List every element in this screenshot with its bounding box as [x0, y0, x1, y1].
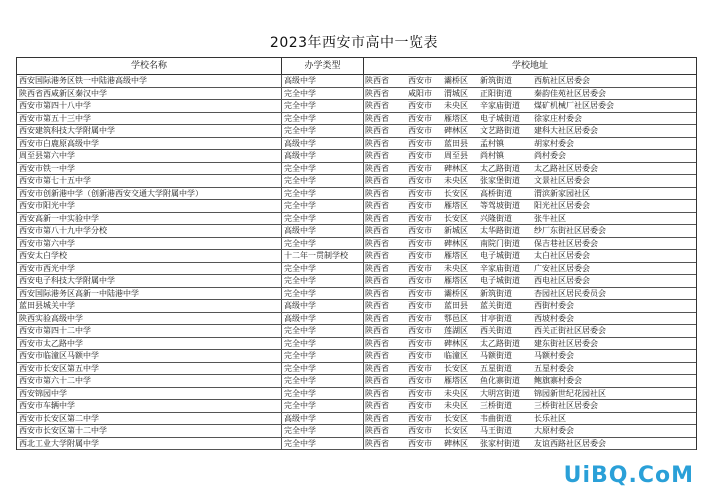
district-cell: 未央区 — [442, 100, 478, 113]
street-cell: 西关街道 — [478, 325, 532, 338]
street-cell: 电子城街道 — [478, 275, 532, 288]
province-cell: 陕西省 — [364, 150, 406, 163]
community-cell: 张牛社区 — [532, 213, 696, 226]
school-name-cell: 西安市第六中学 — [17, 238, 282, 251]
district-cell: 长安区 — [442, 425, 478, 438]
school-type-cell: 完全中学 — [282, 388, 364, 401]
community-cell: 秦韵佳苑社区居委会 — [532, 88, 696, 101]
school-type-cell: 完全中学 — [282, 163, 364, 176]
school-name-cell: 西安市阳光中学 — [17, 200, 282, 213]
district-cell: 灞桥区 — [442, 75, 478, 88]
school-type-cell: 完全中学 — [282, 325, 364, 338]
province-cell: 陕西省 — [364, 438, 406, 451]
district-cell: 雁塔区 — [442, 375, 478, 388]
school-type-cell: 完全中学 — [282, 288, 364, 301]
table-grid — [17, 58, 696, 450]
school-type-cell: 高级中学 — [282, 225, 364, 238]
school-type-cell: 完全中学 — [282, 275, 364, 288]
province-cell: 陕西省 — [364, 338, 406, 351]
school-type-cell: 高级中学 — [282, 75, 364, 88]
district-cell: 碑林区 — [442, 125, 478, 138]
school-type-cell: 完全中学 — [282, 263, 364, 276]
community-cell: 渭滨新家园社区 — [532, 188, 696, 201]
city-cell: 西安市 — [406, 425, 442, 438]
city-cell: 西安市 — [406, 150, 442, 163]
community-cell: 杏园社区居民委员会 — [532, 288, 696, 301]
province-cell: 陕西省 — [364, 425, 406, 438]
school-name-cell: 周至县第六中学 — [17, 150, 282, 163]
district-cell: 碑林区 — [442, 238, 478, 251]
school-name-cell: 西安国际港务区铁一中陆港高级中学 — [17, 75, 282, 88]
city-cell: 西安市 — [406, 163, 442, 176]
street-cell: 甘亭街道 — [478, 313, 532, 326]
province-cell: 陕西省 — [364, 75, 406, 88]
street-cell: 太华路街道 — [478, 225, 532, 238]
street-cell: 鱼化寨街道 — [478, 375, 532, 388]
province-cell: 陕西省 — [364, 100, 406, 113]
community-cell: 煤矿机械厂社区居委会 — [532, 100, 696, 113]
district-cell: 雁塔区 — [442, 250, 478, 263]
street-cell: 张家堡街道 — [478, 175, 532, 188]
street-cell: 太乙路街道 — [478, 163, 532, 176]
school-name-cell: 西安市长安区第二中学 — [17, 413, 282, 426]
province-cell: 陕西省 — [364, 188, 406, 201]
school-name-cell: 西安市车辆中学 — [17, 400, 282, 413]
province-cell: 陕西省 — [364, 388, 406, 401]
street-cell: 蓝关街道 — [478, 300, 532, 313]
school-name-cell: 西安市长安区第十二中学 — [17, 425, 282, 438]
school-type-cell: 完全中学 — [282, 200, 364, 213]
street-cell: 马额街道 — [478, 350, 532, 363]
community-cell: 徐家庄村委会 — [532, 113, 696, 126]
province-cell: 陕西省 — [364, 200, 406, 213]
school-type-cell: 高级中学 — [282, 138, 364, 151]
street-cell: 太乙路街道 — [478, 338, 532, 351]
street-cell: 等驾坡街道 — [478, 200, 532, 213]
city-cell: 西安市 — [406, 300, 442, 313]
school-name-cell: 西安锦园中学 — [17, 388, 282, 401]
city-cell: 西安市 — [406, 238, 442, 251]
district-cell: 鄠邑区 — [442, 313, 478, 326]
school-name-cell: 西安市第四十二中学 — [17, 325, 282, 338]
school-name-cell: 西安市第八十九中学分校 — [17, 225, 282, 238]
community-cell: 鲍旗寨村委会 — [532, 375, 696, 388]
city-cell: 西安市 — [406, 313, 442, 326]
province-cell: 陕西省 — [364, 375, 406, 388]
school-type-cell: 完全中学 — [282, 375, 364, 388]
school-name-cell: 西安太白学校 — [17, 250, 282, 263]
school-name-cell: 西安市太乙路中学 — [17, 338, 282, 351]
city-cell: 西安市 — [406, 363, 442, 376]
school-type-cell: 完全中学 — [282, 213, 364, 226]
community-cell: 大原村委会 — [532, 425, 696, 438]
district-cell: 碑林区 — [442, 438, 478, 451]
district-cell: 长安区 — [442, 213, 478, 226]
city-cell: 西安市 — [406, 263, 442, 276]
school-type-cell: 高级中学 — [282, 150, 364, 163]
schools-table — [16, 57, 697, 450]
province-cell: 陕西省 — [364, 238, 406, 251]
district-cell: 蓝田县 — [442, 138, 478, 151]
school-type-cell: 完全中学 — [282, 338, 364, 351]
community-cell: 西街村委会 — [532, 300, 696, 313]
community-cell: 广安社区居委会 — [532, 263, 696, 276]
city-cell: 西安市 — [406, 275, 442, 288]
school-name-cell: 西安市铁一中学 — [17, 163, 282, 176]
district-cell: 长安区 — [442, 363, 478, 376]
street-cell: 三桥街道 — [478, 400, 532, 413]
street-cell: 大明宫街道 — [478, 388, 532, 401]
street-cell: 电子城街道 — [478, 250, 532, 263]
school-name-cell: 西安高新一中实验中学 — [17, 213, 282, 226]
district-cell: 蓝田县 — [442, 300, 478, 313]
community-cell: 保吉巷社区居委会 — [532, 238, 696, 251]
community-cell: 尚村委会 — [532, 150, 696, 163]
province-cell: 陕西省 — [364, 213, 406, 226]
school-name-cell: 西安市临潼区马额中学 — [17, 350, 282, 363]
district-cell: 周至县 — [442, 150, 478, 163]
city-cell: 西安市 — [406, 225, 442, 238]
community-cell: 太白社区居委会 — [532, 250, 696, 263]
city-cell: 西安市 — [406, 138, 442, 151]
community-cell: 五星村委会 — [532, 363, 696, 376]
column-header-name: 学校名称 — [17, 58, 282, 75]
district-cell: 未央区 — [442, 263, 478, 276]
school-name-cell: 西安市西光中学 — [17, 263, 282, 276]
community-cell: 锦园新世纪花园社区 — [532, 388, 696, 401]
district-cell: 渭城区 — [442, 88, 478, 101]
school-type-cell: 完全中学 — [282, 350, 364, 363]
column-header-address: 学校地址 — [364, 58, 696, 75]
school-name-cell: 陕西省西咸新区秦汉中学 — [17, 88, 282, 101]
province-cell: 陕西省 — [364, 400, 406, 413]
school-type-cell: 高级中学 — [282, 313, 364, 326]
school-name-cell: 西安电子科技大学附属中学 — [17, 275, 282, 288]
school-type-cell: 高级中学 — [282, 300, 364, 313]
city-cell: 西安市 — [406, 250, 442, 263]
school-name-cell: 西安市长安区第五中学 — [17, 363, 282, 376]
province-cell: 陕西省 — [364, 300, 406, 313]
street-cell: 南院门街道 — [478, 238, 532, 251]
community-cell: 西航社区居委会 — [532, 75, 696, 88]
school-type-cell: 完全中学 — [282, 238, 364, 251]
district-cell: 新城区 — [442, 225, 478, 238]
street-cell: 辛家庙街道 — [478, 100, 532, 113]
school-type-cell: 完全中学 — [282, 113, 364, 126]
street-cell: 新筑街道 — [478, 75, 532, 88]
community-cell: 西坡村委会 — [532, 313, 696, 326]
province-cell: 陕西省 — [364, 275, 406, 288]
school-name-cell: 西北工业大学附属中学 — [17, 438, 282, 451]
city-cell: 西安市 — [406, 400, 442, 413]
city-cell: 咸阳市 — [406, 88, 442, 101]
city-cell: 西安市 — [406, 113, 442, 126]
community-cell: 建东街社区居委会 — [532, 338, 696, 351]
community-cell: 长乐社区 — [532, 413, 696, 426]
province-cell: 陕西省 — [364, 175, 406, 188]
community-cell: 建科大社区居委会 — [532, 125, 696, 138]
district-cell: 灞桥区 — [442, 288, 478, 301]
school-type-cell: 完全中学 — [282, 425, 364, 438]
city-cell: 西安市 — [406, 75, 442, 88]
district-cell: 未央区 — [442, 400, 478, 413]
community-cell: 文景社区居委会 — [532, 175, 696, 188]
district-cell: 雁塔区 — [442, 200, 478, 213]
province-cell: 陕西省 — [364, 125, 406, 138]
street-cell: 韦曲街道 — [478, 413, 532, 426]
province-cell: 陕西省 — [364, 325, 406, 338]
province-cell: 陕西省 — [364, 413, 406, 426]
community-cell: 胡家村委会 — [532, 138, 696, 151]
school-type-cell: 高级中学 — [282, 413, 364, 426]
school-type-cell: 完全中学 — [282, 363, 364, 376]
community-cell: 阳光社区居委会 — [532, 200, 696, 213]
city-cell: 西安市 — [406, 213, 442, 226]
city-cell: 西安市 — [406, 125, 442, 138]
city-cell: 西安市 — [406, 175, 442, 188]
province-cell: 陕西省 — [364, 263, 406, 276]
city-cell: 西安市 — [406, 100, 442, 113]
province-cell: 陕西省 — [364, 163, 406, 176]
street-cell: 辛家庙街道 — [478, 263, 532, 276]
province-cell: 陕西省 — [364, 138, 406, 151]
street-cell: 张家村街道 — [478, 438, 532, 451]
school-name-cell: 陕西实验高级中学 — [17, 313, 282, 326]
province-cell: 陕西省 — [364, 313, 406, 326]
district-cell: 碑林区 — [442, 163, 478, 176]
district-cell: 碑林区 — [442, 338, 478, 351]
street-cell: 文艺路街道 — [478, 125, 532, 138]
page-title: 2023年西安市高中一览表 — [269, 35, 439, 51]
city-cell: 西安市 — [406, 388, 442, 401]
district-cell: 长安区 — [442, 188, 478, 201]
community-cell: 友谊西路社区居委会 — [532, 438, 696, 451]
province-cell: 陕西省 — [364, 250, 406, 263]
street-cell: 尚村镇 — [478, 150, 532, 163]
city-cell: 西安市 — [406, 438, 442, 451]
school-type-cell: 完全中学 — [282, 125, 364, 138]
school-type-cell: 完全中学 — [282, 438, 364, 451]
district-cell: 雁塔区 — [442, 113, 478, 126]
school-name-cell: 西安建筑科技大学附属中学 — [17, 125, 282, 138]
school-name-cell: 西安市白鹿原高级中学 — [17, 138, 282, 151]
school-name-cell: 西安市第六十二中学 — [17, 375, 282, 388]
community-cell: 三桥街社区居委会 — [532, 400, 696, 413]
province-cell: 陕西省 — [364, 88, 406, 101]
province-cell: 陕西省 — [364, 113, 406, 126]
district-cell: 临潼区 — [442, 350, 478, 363]
school-type-cell: 完全中学 — [282, 188, 364, 201]
street-cell: 兴隆街道 — [478, 213, 532, 226]
school-type-cell: 完全中学 — [282, 100, 364, 113]
street-cell: 新筑街道 — [478, 288, 532, 301]
community-cell: 西电社区居委会 — [532, 275, 696, 288]
city-cell: 西安市 — [406, 288, 442, 301]
school-type-cell: 完全中学 — [282, 400, 364, 413]
province-cell: 陕西省 — [364, 363, 406, 376]
city-cell: 西安市 — [406, 188, 442, 201]
street-cell: 马王街道 — [478, 425, 532, 438]
street-cell: 孟村镇 — [478, 138, 532, 151]
school-type-cell: 十二年一贯制学校 — [282, 250, 364, 263]
school-name-cell: 西安市第四十八中学 — [17, 100, 282, 113]
district-cell: 长安区 — [442, 413, 478, 426]
school-type-cell: 完全中学 — [282, 88, 364, 101]
district-cell: 莲湖区 — [442, 325, 478, 338]
province-cell: 陕西省 — [364, 225, 406, 238]
community-cell: 太乙路社区居委会 — [532, 163, 696, 176]
city-cell: 西安市 — [406, 338, 442, 351]
district-cell: 雁塔区 — [442, 275, 478, 288]
province-cell: 陕西省 — [364, 350, 406, 363]
street-cell: 电子城街道 — [478, 113, 532, 126]
school-type-cell: 完全中学 — [282, 175, 364, 188]
province-cell: 陕西省 — [364, 288, 406, 301]
street-cell: 高桥街道 — [478, 188, 532, 201]
street-cell: 五星街道 — [478, 363, 532, 376]
school-name-cell: 西安国际港务区高新一中陆港中学 — [17, 288, 282, 301]
district-cell: 未央区 — [442, 388, 478, 401]
column-header-type: 办学类型 — [282, 58, 364, 75]
community-cell: 马额村委会 — [532, 350, 696, 363]
city-cell: 西安市 — [406, 325, 442, 338]
street-cell: 正阳街道 — [478, 88, 532, 101]
community-cell: 纱厂东街社区居委会 — [532, 225, 696, 238]
school-name-cell: 西安市创新港中学（创新港西安交通大学附属中学） — [17, 188, 282, 201]
school-name-cell: 西安市第五十三中学 — [17, 113, 282, 126]
community-cell: 西关正街社区居委会 — [532, 325, 696, 338]
city-cell: 西安市 — [406, 350, 442, 363]
city-cell: 西安市 — [406, 413, 442, 426]
city-cell: 西安市 — [406, 375, 442, 388]
watermark-logo: UiBQ.CoM — [563, 463, 694, 488]
district-cell: 未央区 — [442, 175, 478, 188]
school-name-cell: 西安市第七十五中学 — [17, 175, 282, 188]
school-name-cell: 蓝田县城关中学 — [17, 300, 282, 313]
city-cell: 西安市 — [406, 200, 442, 213]
